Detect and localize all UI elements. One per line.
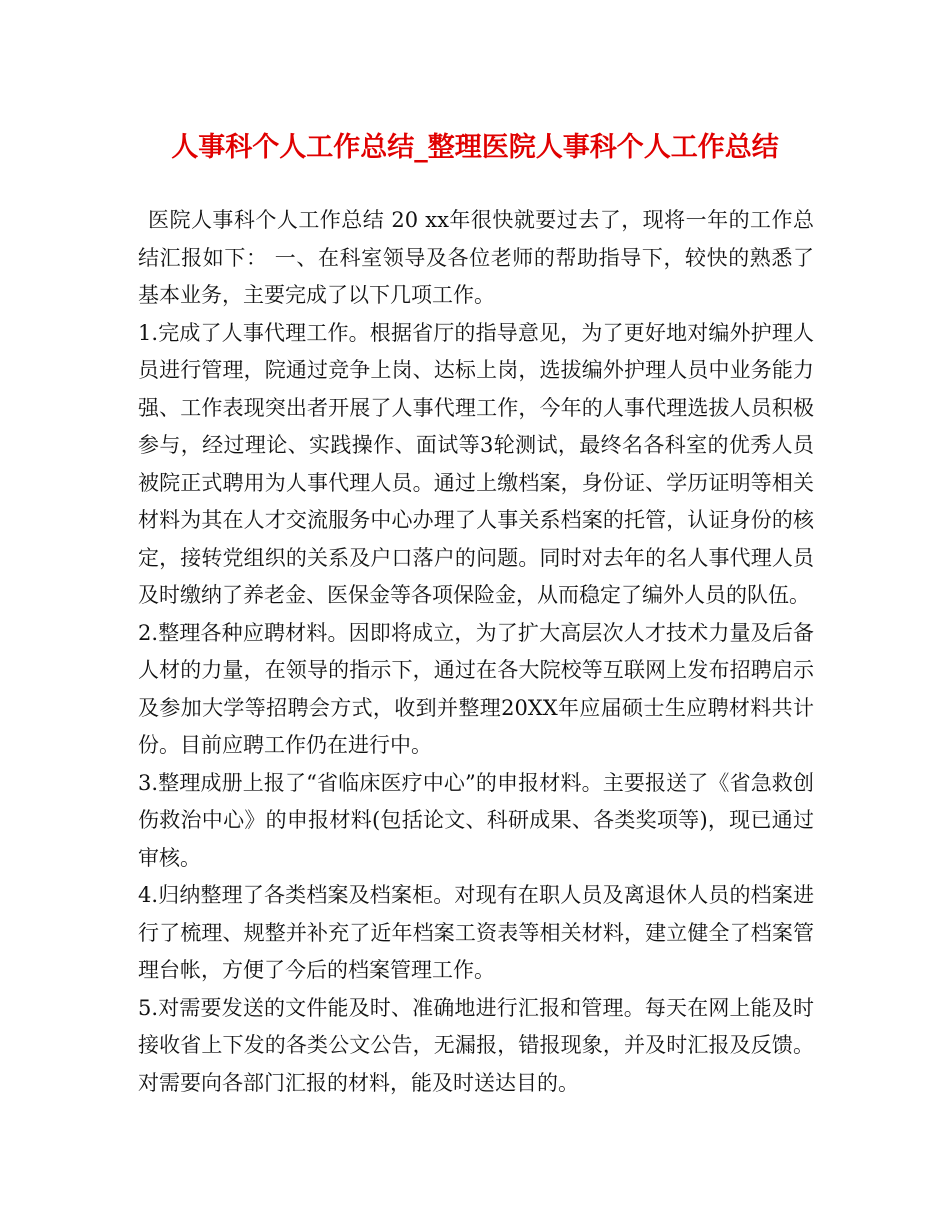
document-body	[138, 202, 814, 1102]
paragraph-item-4: 4.归纳整理了各类档案及档案柜。对现有在职人员及离退休人员的档案进行了梳理、规整并补充了近年档案工资表等相关材料，建立健全了档案管理台帐，方便了今后的档案管理工作。	[138, 883, 814, 982]
paragraph-item-3: 3.整理成册上报了“省临床医疗中心”的申报材料。主要报送了《省急救创伤救治中心》的申报材料(包括论文、科研成果、各类奖项等)，现已通过审核。	[138, 770, 814, 870]
paragraph-item-5: 5.对需要发送的文件能及时、准确地进行汇报和管理。每天在网上能及时接收省上下发的各类公文公告，无漏报，错报现象，并及时汇报及反馈。对需要向各部门汇报的材料，能及时送达目的。	[138, 995, 814, 1095]
document-title: 人事科个人工作总结_整理医院人事科个人工作总结	[171, 132, 779, 163]
paragraph-item-2: 2.整理各种应聘材料。因即将成立，为了扩大高层次人才技术力量及后备人材的力量，在领导的指示下，通过在各大院校等互联网上发布招聘启示及参加大学等招聘会方式，收到并整理20XX年应届硕士生应聘材料共计份。目前应聘工作仍在进行中。	[138, 620, 814, 757]
paragraph-intro: 医院人事科个人工作总结 20 xx年很快就要过去了，现将一年的工作总结汇报如下： 一、在科室领导及各位老师的帮助指导下，较快的熟悉了基本业务，主要完成了以下几项工作。	[138, 208, 814, 307]
paragraph-item-1: 1.完成了人事代理工作。根据省厅的指导意见，为了更好地对编外护理人员进行管理，院通过竞争上岗、达标上岗，选拔编外护理人员中业务能力强、工作表现突出者开展了人事代理工作，今年的人事代理选拔人员积极参与，经过理论、实践操作、面试等3轮测试，最终名各科室的优秀人员被院正式聘用为人事代理人员。通过上缴档案，身份证、学历证明等相关材料为其在人才交流服务中心办理了人事关系档案的托管，认证身份的核定，接转党组织的关系及户口落户的问题。同时对去年的名人事代理人员及时缴纳了养老金、医保金等各项保险金，从而稳定了编外人员的队伍。	[138, 320, 814, 607]
